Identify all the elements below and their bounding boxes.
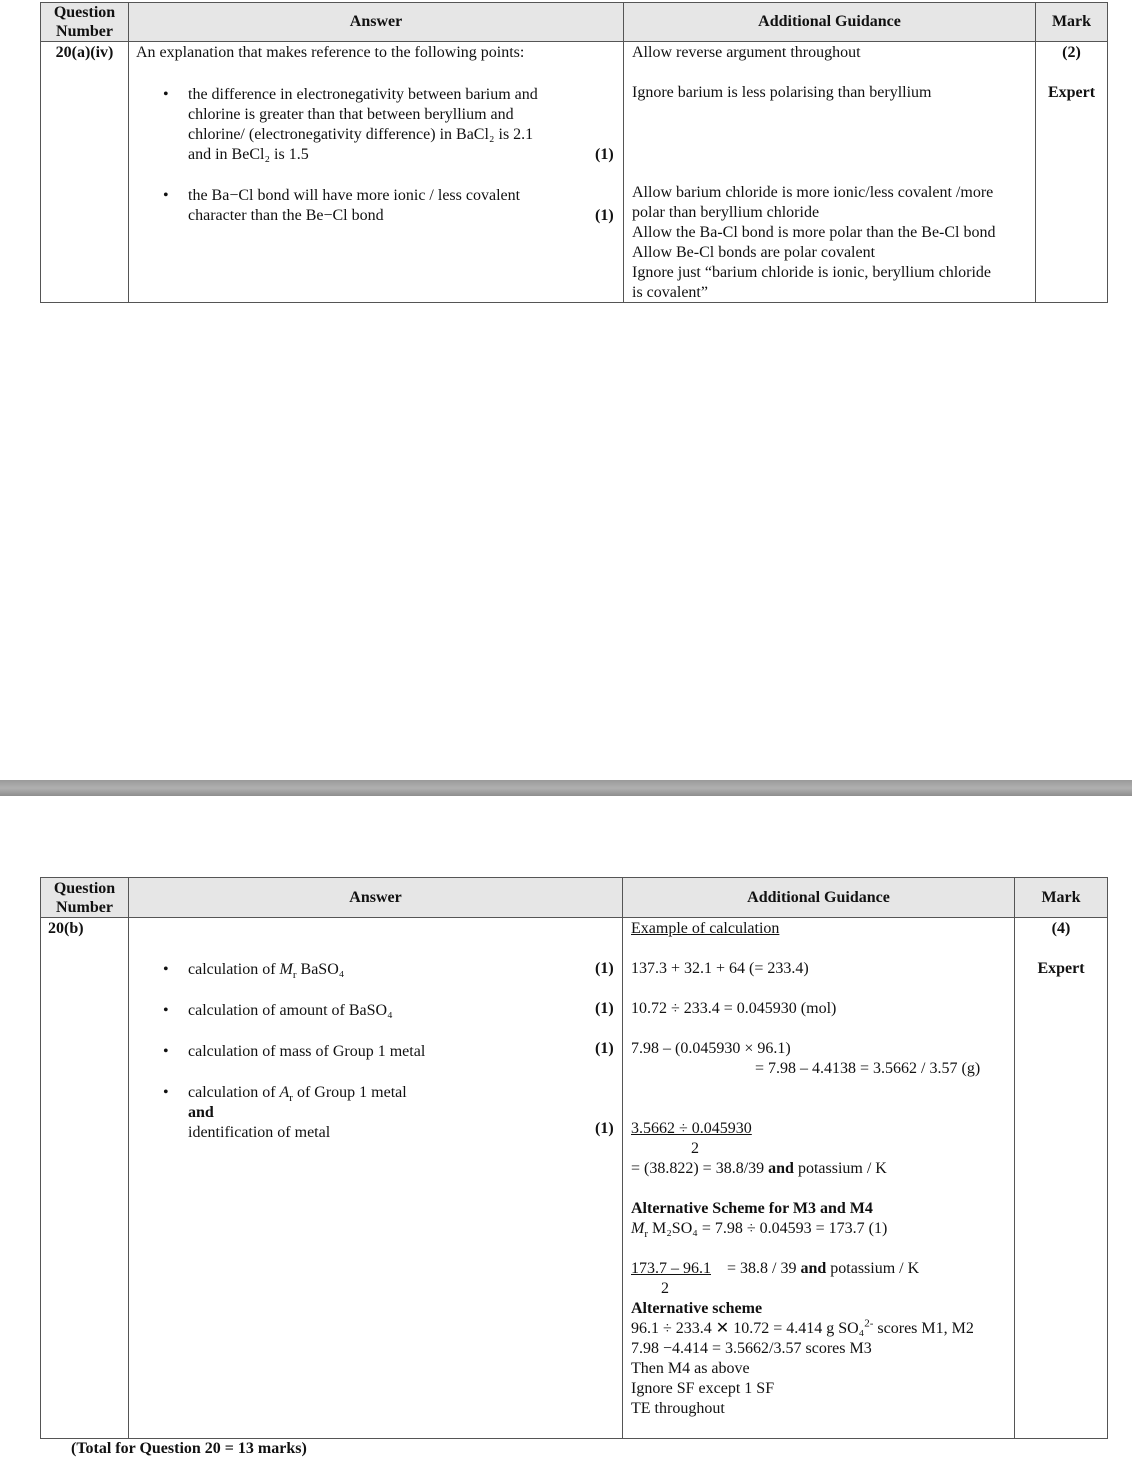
header-answer: Answer — [129, 878, 623, 918]
bullet-icon: • — [163, 1002, 169, 1019]
bullet-icon: • — [163, 187, 169, 204]
guidance-calc: 7.98 – (0.045930 × 96.1) — [631, 1040, 791, 1057]
point-mark: (1) — [595, 207, 614, 224]
header-mark: Mark — [1036, 3, 1108, 42]
header-answer: Answer — [129, 3, 624, 42]
mark-scheme-table-20a-iv — [40, 2, 1108, 303]
point-mark: (1) — [595, 1000, 614, 1017]
mark-total: (2) — [1062, 44, 1081, 61]
question-total: (Total for Question 20 = 13 marks) — [71, 1440, 307, 1457]
guidance-calc: = (38.822) = 38.8/39 and potassium / K — [631, 1160, 887, 1177]
guidance-calc: = 7.98 – 4.4138 = 3.5662 / 3.57 (g) — [755, 1060, 981, 1077]
answer-intro: An explanation that makes reference to the following points: — [136, 44, 525, 61]
guidance-text: TE throughout — [631, 1400, 725, 1417]
header-question-number: Question Number — [41, 3, 129, 42]
guidance-fraction-denominator: 2 — [661, 1280, 669, 1297]
answer-cell — [129, 918, 623, 1439]
answer-point: calculation of mass of Group 1 metal — [188, 1043, 426, 1060]
point-mark: (1) — [595, 1120, 614, 1137]
answer-point: calculation of $M_r$ BaSO₄ — [188, 961, 345, 982]
mark-total: (4) — [1051, 920, 1071, 937]
guidance-calc: 173.7 – 96.1 = 38.8 / 39 and potassium / K — [631, 1260, 920, 1277]
question-number: 20(b) — [41, 918, 129, 1439]
answer-point: the difference in electronegativity between barium and chlorine is greater than that between beryllium and chlorine/ (electronegativity difference) in BaCl₂ is 2.1 and in BeCl₂ is 1.5 — [188, 86, 538, 163]
guidance-calc: $M_r$ M₂SO₄ = 7.98 ÷ 0.04593 = 173.7 (1) — [631, 1220, 888, 1241]
guidance-fraction-numerator: 3.5662 ÷ 0.045930 — [631, 1120, 752, 1137]
guidance-alt-title: Alternative scheme — [631, 1300, 763, 1317]
header-mark: Mark — [1015, 878, 1108, 918]
page-separator — [0, 780, 1132, 796]
question-number: 20(a)(iv) — [41, 42, 129, 303]
guidance-cell — [623, 918, 1015, 1439]
guidance-calc: 7.98 −4.414 = 3.5662/3.57 scores M3 — [631, 1340, 872, 1357]
point-mark: (1) — [595, 960, 614, 977]
mark-level: Expert — [1047, 84, 1096, 101]
guidance-calc: 10.72 ÷ 233.4 = 0.045930 (mol) — [631, 1000, 837, 1017]
bullet-icon: • — [163, 961, 169, 978]
answer-point: calculation of $A_r$ of Group 1 metal and identification of metal — [188, 1084, 407, 1141]
mark-cell — [1015, 918, 1108, 1439]
guidance-example-title: Example of calculation — [631, 920, 780, 937]
bullet-icon: • — [163, 86, 169, 103]
guidance-text: Ignore barium is less polarising than beryllium — [632, 84, 932, 101]
header-additional-guidance: Additional Guidance — [623, 878, 1015, 918]
guidance-calc: 137.3 + 32.1 + 64 (= 233.4) — [631, 960, 809, 977]
answer-point: the Ba−Cl bond will have more ionic / less covalent character than the Be−Cl bond — [188, 187, 521, 224]
guidance-fraction-denominator: 2 — [691, 1140, 699, 1157]
header-additional-guidance: Additional Guidance — [624, 3, 1036, 42]
header-question-number: Question Number — [41, 878, 129, 918]
mark-level: Expert — [1037, 960, 1085, 977]
guidance-calc: 96.1 ÷ 233.4 ✕ 10.72 = 4.414 g SO₄$^{2-}$ scores M1, M2 — [631, 1317, 974, 1337]
bullet-icon: • — [163, 1043, 169, 1060]
guidance-text: Allow barium chloride is more ionic/less covalent /more polar than beryllium chloride Allow the Ba-Cl bond is more polar than the Be-Cl bond Allow Be-Cl bonds are polar covalent Ignore just “barium chloride is ionic, beryllium chloride is covalent” — [632, 184, 996, 301]
guidance-alt-title: Alternative Scheme for M3 and M4 — [631, 1200, 873, 1217]
bullet-icon: • — [163, 1084, 169, 1101]
answer-cell — [129, 42, 624, 303]
point-mark: (1) — [595, 146, 614, 163]
guidance-text: Allow reverse argument throughout — [632, 44, 861, 61]
guidance-text: Then M4 as above — [631, 1360, 750, 1377]
mark-cell — [1036, 42, 1108, 303]
mark-scheme-table-20b — [40, 877, 1108, 1439]
answer-point: calculation of amount of BaSO₄ — [188, 1002, 393, 1019]
guidance-text: Ignore SF except 1 SF — [631, 1380, 775, 1397]
guidance-cell — [624, 42, 1036, 303]
point-mark: (1) — [595, 1040, 614, 1057]
